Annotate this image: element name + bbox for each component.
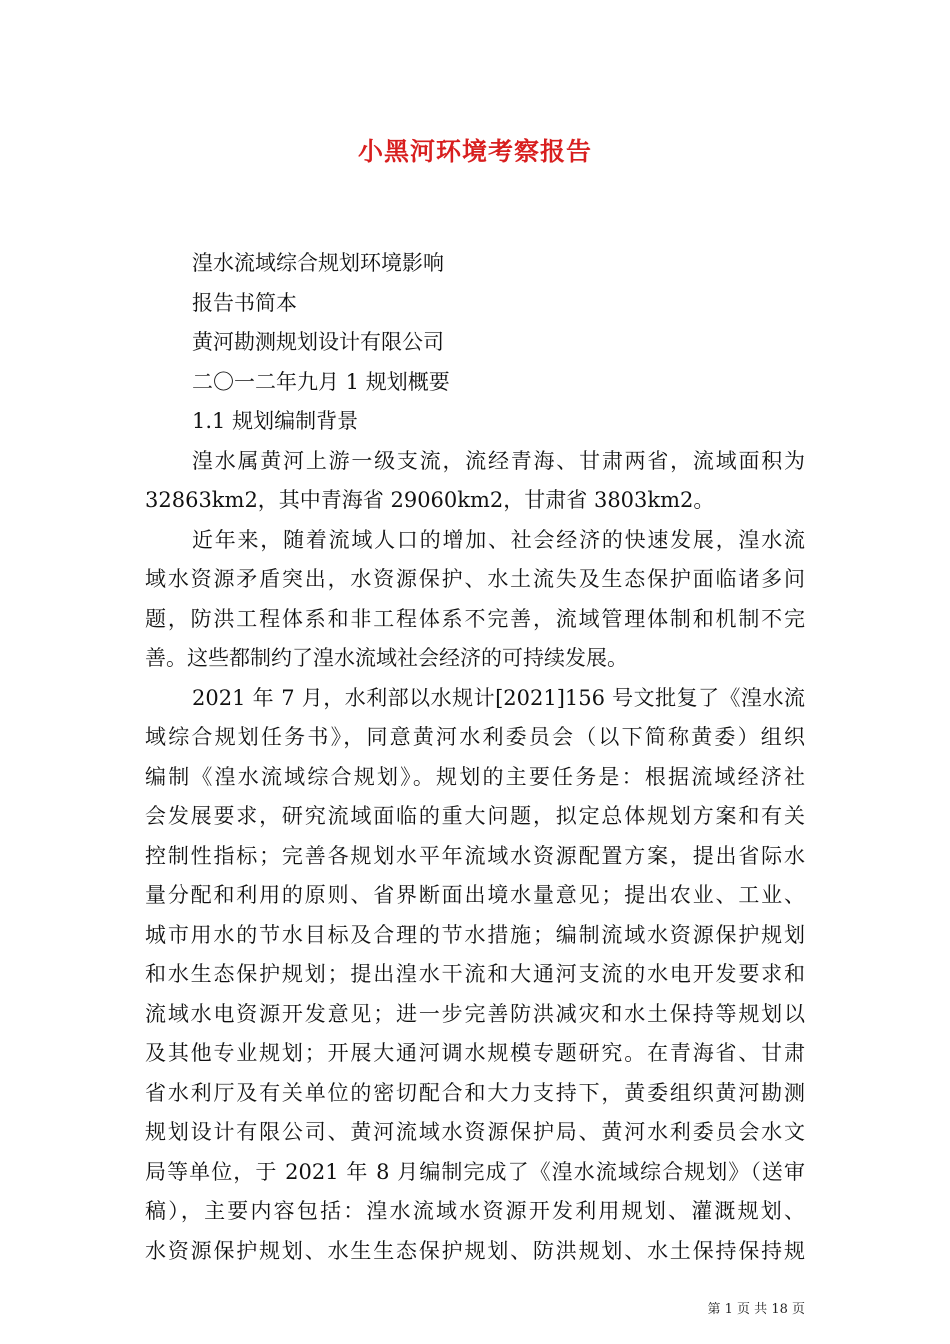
paragraph-line: 近年来，随着流域人口的增加、社会经济的快速发展，湟水流 bbox=[192, 527, 805, 552]
paragraph-line: 规划设计有限公司、黄河流域水资源保护局、黄河水利委员会水文 bbox=[145, 1120, 805, 1144]
cover-line-1: 湟水流域综合规划环境影响 bbox=[192, 251, 444, 275]
paragraph-line: 及其他专业规划；开展大通河调水规模专题研究。在青海省、甘肃 bbox=[145, 1041, 805, 1065]
cover-line-4: 二〇一二年九月 1 规划概要 bbox=[192, 369, 450, 394]
paragraph-1 bbox=[145, 442, 805, 521]
cover-line-2: 报告书简本 bbox=[192, 290, 297, 315]
paragraph-line: 2021 年 7 月，水利部以水规计[2021]156 号文批复了《湟水流 bbox=[192, 685, 805, 710]
paragraph-line: 城市用水的节水目标及合理的节水措施；编制流域水资源保护规划 bbox=[145, 922, 805, 947]
document-title: 小黑河环境考察报告 bbox=[357, 137, 592, 166]
document-body bbox=[145, 244, 805, 1271]
paragraph-line: 和水生态保护规划；提出湟水干流和大通河支流的水电开发要求和 bbox=[145, 962, 805, 986]
paragraph-line: 域水资源矛盾突出，水资源保护、水土流失及生态保护面临诸多问 bbox=[145, 567, 805, 591]
paragraph-line: 域综合规划任务书》，同意黄河水利委员会（以下简称黄委）组织 bbox=[145, 725, 805, 749]
paragraph-line: 量分配和利用的原则、省界断面出境水量意见；提出农业、工业、 bbox=[145, 883, 805, 907]
paragraph-line: 会发展要求，研究流域面临的重大问题，拟定总体规划方案和有关 bbox=[145, 804, 805, 828]
cover-line-3: 黄河勘测规划设计有限公司 bbox=[192, 330, 444, 354]
paragraph-line: 流域水电资源开发意见；进一步完善防洪减灾和水土保持等规划以 bbox=[145, 1001, 805, 1026]
paragraph-line: 题，防洪工程体系和非工程体系不完善，流域管理体制和机制不完 bbox=[145, 606, 805, 631]
page-number: 第 1 页 共 18 页 bbox=[707, 1302, 805, 1317]
paragraph-line: 局等单位，于 2021 年 8 月编制完成了《湟水流域综合规划》（送审 bbox=[145, 1159, 805, 1184]
paragraph-line: 善。这些都制约了湟水流域社会经济的可持续发展。 bbox=[145, 646, 628, 670]
paragraph-line: 稿），主要内容包括：湟水流域水资源开发利用规划、灌溉规划、 bbox=[145, 1199, 805, 1223]
paragraph-line: 水资源保护规划、水生生态保护规划、防洪规划、水土保持保持规 bbox=[145, 1238, 805, 1263]
paragraph-3 bbox=[145, 679, 805, 1272]
paragraph-line: 编制《湟水流域综合规划》。规划的主要任务是：根据流域经济社 bbox=[145, 764, 805, 789]
paragraph-2 bbox=[145, 521, 805, 679]
section-heading: 1.1 规划编制背景 bbox=[192, 409, 359, 433]
paragraph-line: 湟水属黄河上游一级支流，流经青海、甘肃两省，流域面积为 bbox=[192, 448, 805, 473]
paragraph-line: 32863km2，其中青海省 29060km2，甘肃省 3803km2。 bbox=[145, 488, 715, 512]
paragraph-line: 省水利厅及有关单位的密切配合和大力支持下，黄委组织黄河勘测 bbox=[145, 1080, 805, 1105]
paragraph-line: 控制性指标；完善各规划水平年流域水资源配置方案，提出省际水 bbox=[145, 843, 805, 868]
